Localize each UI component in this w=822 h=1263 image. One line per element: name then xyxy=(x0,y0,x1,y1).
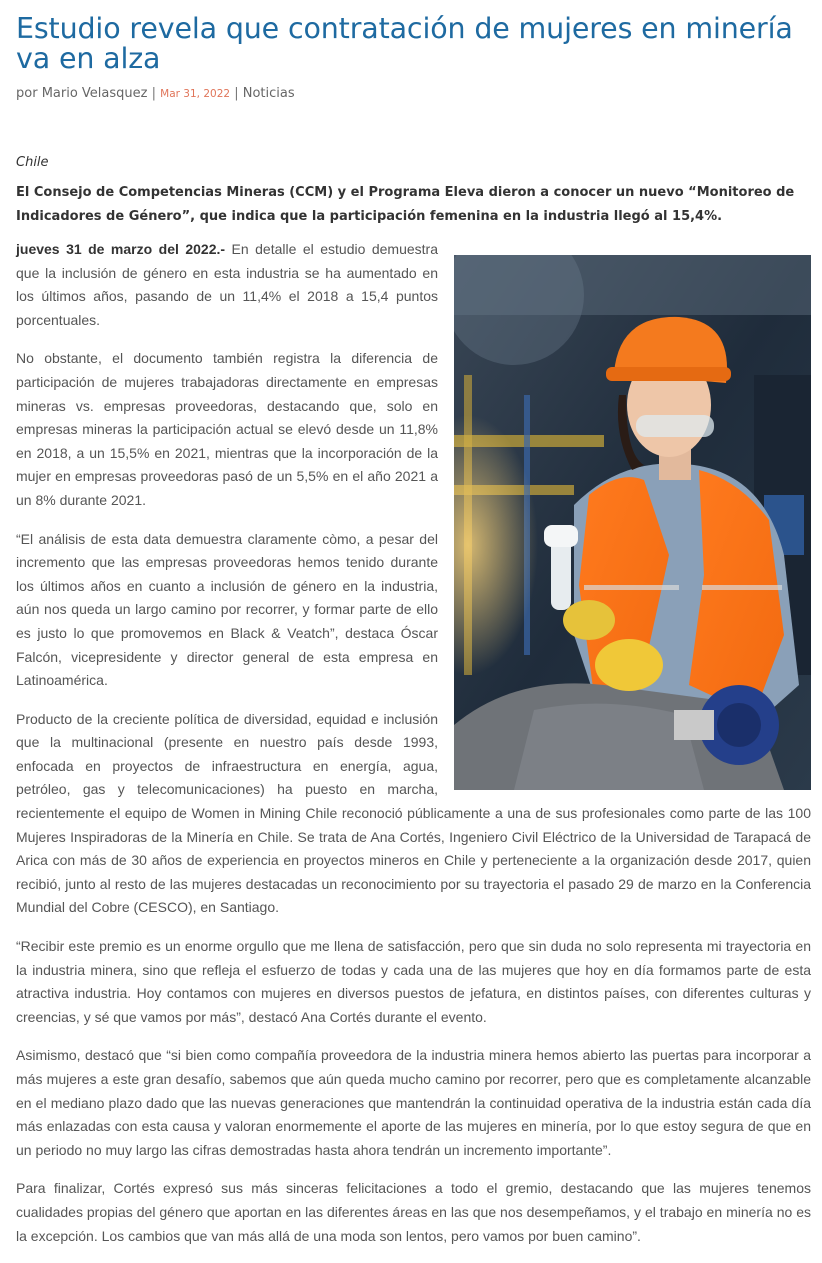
paragraph: “El análisis de esta data demuestra claramente còmo, a pesar del incremento que las empresas proveedoras hemos tenido durante los últimos años en cuanto a inclusión de género en la industria, aún nos queda un largo camino por recorrer, y formar parte de ello es justo lo que promovemos en Black & Veatch”, destaca Óscar Falcón, vicepresidente y director general de esta empresa en Latinoamérica. xyxy=(16,530,438,689)
paragraph: Para finalizar, Cortés expresó sus más sinceras felicitaciones a todo el gremio, destacando que las mujeres tenemos cualidades propias del género que aportan en las diferentes áreas en las que nos desempeñamos, y el trabajo en minería no es la excepción. Los cambios que van más allá de una moda son lentos, pero vamos por buen camino”. xyxy=(16,1180,811,1244)
author-prefix: por xyxy=(16,86,38,101)
worker-photo xyxy=(454,255,811,790)
meta-separator: | xyxy=(151,86,157,101)
post-meta xyxy=(16,86,811,101)
paragraph: Producto de la creciente política de diversidad, equidad e inclusión que la multinacional (presente en nuestro país desde 1993, enfocada en proyectos de infraestructura en energía, agua, petróleo, gas y telecomunicaciones) ha puesto en marcha, recientemente el equipo de Women in Mining Chile reconoció públicamente a una de sus profesionales como parte de las 100 Mujeres Inspiradoras de la Minería en Chile. Se trata de Ana Cortés, Ingeniero Civil Eléctrico de la Universidad de Tarapacá de Arica con más de 30 años de experiencia en proyectos mineros en Chile y perteneciente a la organización desde 2017, quien recibió, junto al resto de las mujeres destacadas un reconocimiento por su trayectoria el pasado 29 de marzo en la Conferencia Mundial del Cobre (CESCO), en Santiago. xyxy=(16,710,811,916)
article xyxy=(16,0,811,1263)
paragraph: “Recibir este premio es un enorme orgullo que me llena de satisfacción, pero que sin duda no solo representa mi trayectoria en la industria minera, sino que refleja el esfuerzo de todas y cada una de las mujeres que hoy en día formamos parte de esta atractiva industria. Hoy contamos con mujeres en diversos puestos de jefatura, en distintos países, con diferentes culturas y creencias, y sé que vamos por más”, destacó Ana Cortés durante el evento. xyxy=(16,938,811,1025)
article-title: Estudio revela que contratación de mujeres en minería va en alza xyxy=(16,12,793,75)
location-label: Chile xyxy=(16,155,49,170)
meta-separator: | xyxy=(234,86,239,101)
paragraph-text: En detalle el estudio demuestra que la inclusión de género en esta industria se ha aumentado en los últimos años, pasando de un 11,4% el 2018 a 15,4 puntos porcentuales. xyxy=(16,241,438,328)
author-link[interactable]: Mario Velasquez xyxy=(41,86,148,101)
paragraph: No obstante, el documento también registra la diferencia de participación de mujeres trabajadoras directamente en empresas mineras vs. empresas proveedoras, destacando que, solo en empresas mineras la participación actual se elevó desde un 11,8% en 2018, a un 15,5% en 2021, mientras que la incorporación de la mujer en empresas proveedoras pasó de un 5,5% en el año 2021 a un 8% durante 2021. xyxy=(16,350,438,508)
article-body xyxy=(16,238,811,1248)
article-lead: El Consejo de Competencias Mineras (CCM) y el Programa Eleva dieron a conocer un nuevo “Monitoreo de Indicadores de Género”, que indica que la participación femenina en la industria llegó al 15,4%. xyxy=(16,185,795,224)
post-date: Mar 31, 2022 xyxy=(160,88,231,100)
category-link[interactable]: Noticias xyxy=(242,86,295,101)
paragraph-date: jueves 31 de marzo del 2022.- xyxy=(16,241,226,257)
paragraph: Asimismo, destacó que “si bien como compañía proveedora de la industria minera hemos abierto las puertas para incorporar a más mujeres a este gran desafío, sabemos que aún queda mucho camino por recorrer, pero que es completamente alcanzable en el mediano plazo dado que las nuevas generaciones que mantendrán la continuidad operativa de la industria están cada día más enlazadas con esta causa y valoran enormemente el aporte de las mujeres en minería, por lo que estoy segura de que en un periodo no muy largo las cifras demostradas hasta ahora tendrán un incremento importante”. xyxy=(16,1047,811,1158)
